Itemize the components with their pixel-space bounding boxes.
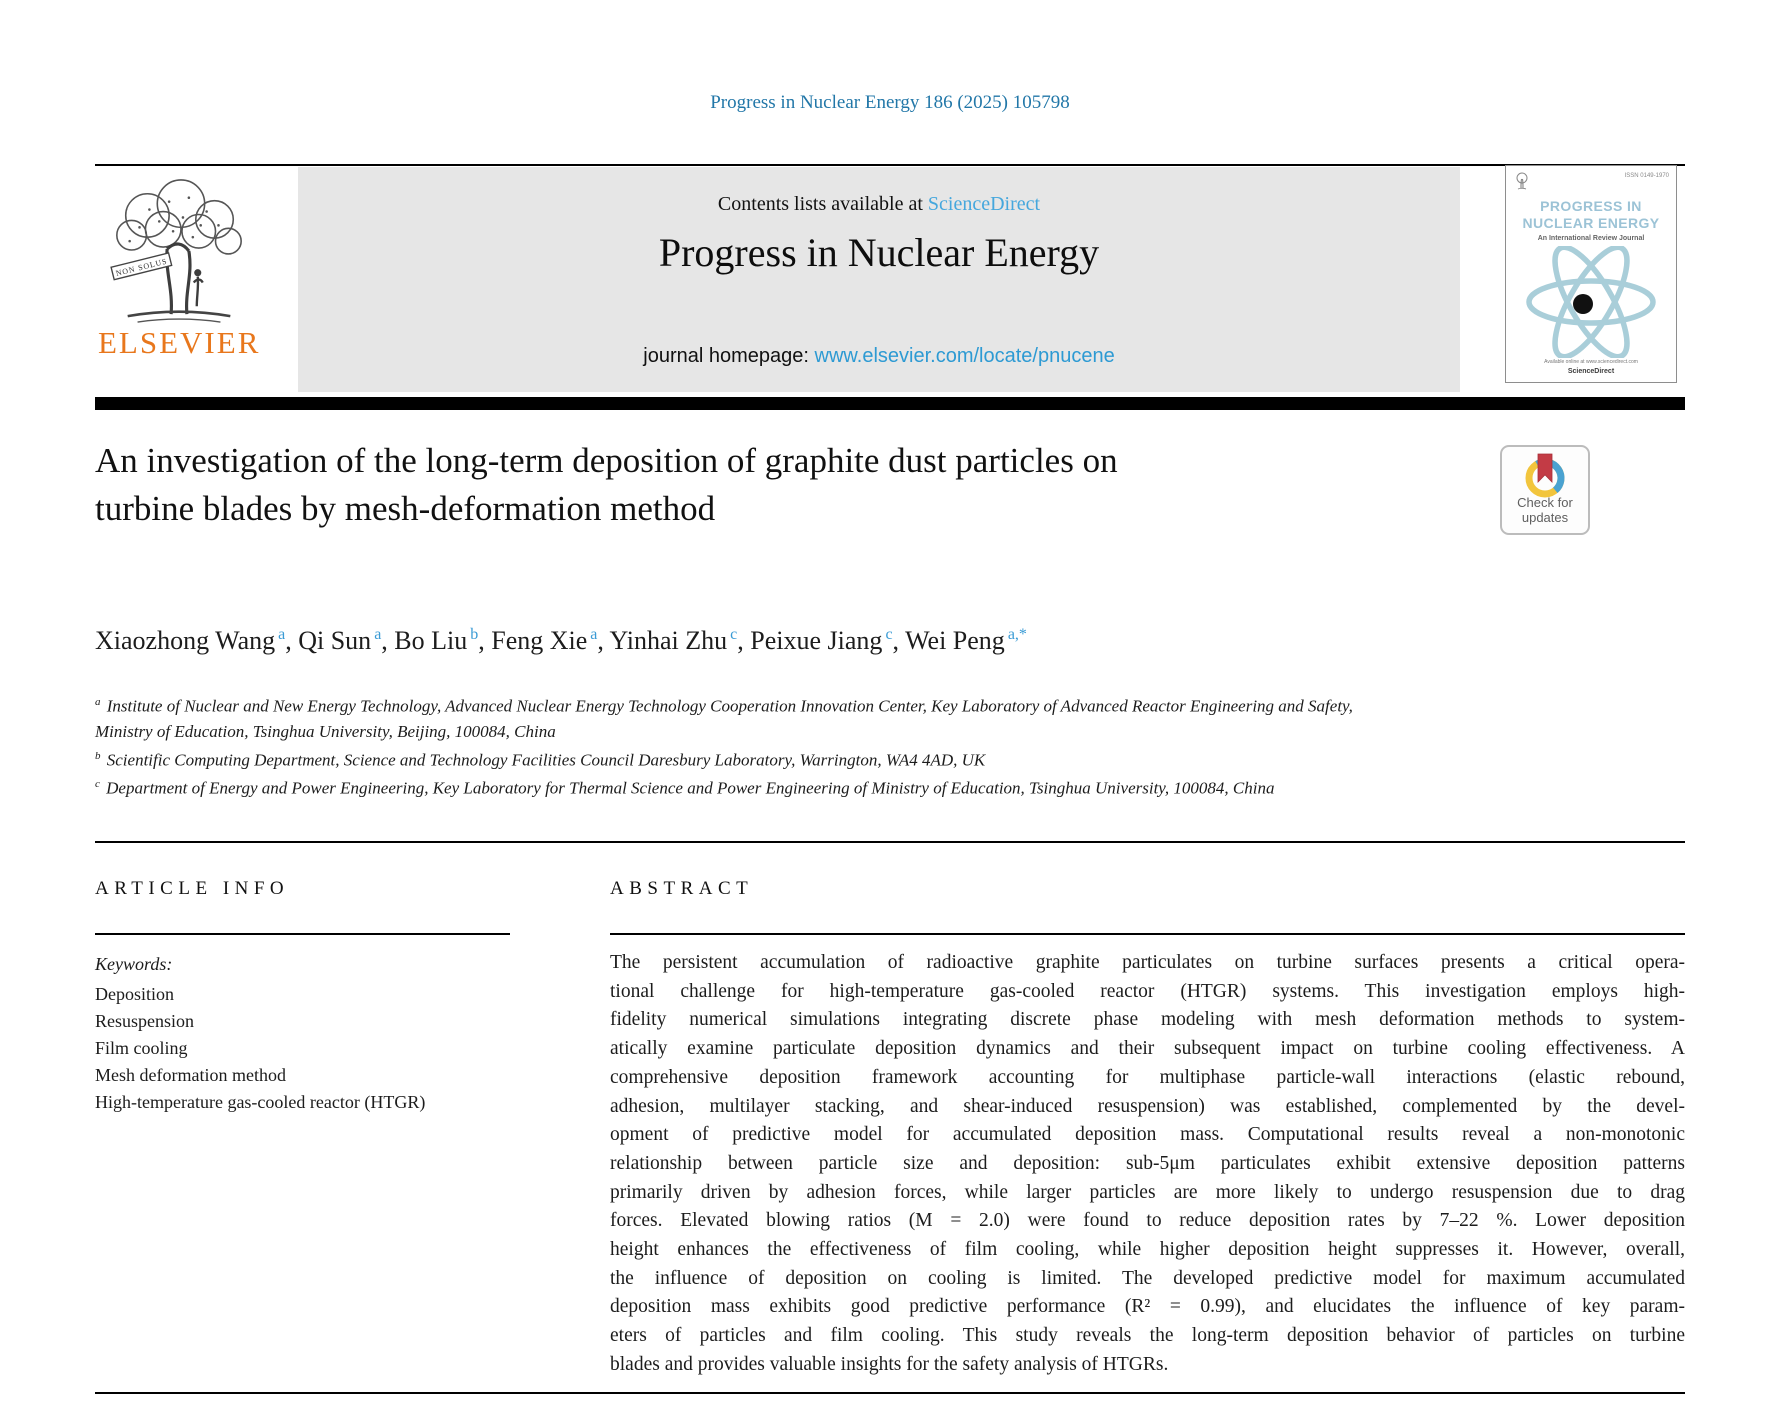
abstract-line: blades and provides valuable insights for the safety analysis of HTGRs. xyxy=(610,1353,1169,1375)
author-separator: , xyxy=(285,626,299,655)
abstract-line: fidelity numerical simulations integrating discrete phase modeling with mesh deformation methods to system- xyxy=(610,1009,1685,1031)
affiliation-sup: a xyxy=(95,696,101,708)
article-info-header: ARTICLE INFO xyxy=(95,878,290,899)
author-affiliation-sup: b xyxy=(470,626,479,644)
elsevier-wordmark: ELSEVIER xyxy=(98,325,261,360)
author-name: Xiaozhong Wang xyxy=(95,626,276,655)
affiliation xyxy=(95,772,1410,801)
non-solus-banner: NON SOLUS xyxy=(114,256,169,278)
affiliation-sup: b xyxy=(95,749,101,762)
author-name: Qi Sun xyxy=(298,626,372,655)
affiliation-text: Scientific Computing Department, Science and Technology Facilities Council Daresbury Laboratory, Warrington, WA4 4AD, UK xyxy=(102,750,986,770)
affiliation-text: Department of Energy and Power Engineering, Key Laboratory for Thermal Science and Power Engineering of Ministry of Education, Tsinghua University, 100084, China xyxy=(101,778,1275,798)
keyword-item: Mesh deformation method xyxy=(95,1065,286,1085)
author-separator: , xyxy=(892,626,906,655)
author-name: Bo Liu xyxy=(394,626,468,655)
abstract-line: primarily driven by adhesion forces, while larger particles are more likely to undergo resuspension due to drag xyxy=(610,1181,1685,1203)
abstract-text xyxy=(610,949,1685,1380)
keyword-item: High-temperature gas-cooled reactor (HTGR) xyxy=(95,1092,426,1112)
keyword-item: Deposition xyxy=(95,984,174,1004)
affiliation xyxy=(95,744,1410,773)
footer-rule xyxy=(95,1392,1685,1394)
cover-subtitle: An International Review Journal xyxy=(1537,235,1645,242)
cover-mini-elsevier-icon xyxy=(1514,172,1530,192)
check-for-updates-badge[interactable] xyxy=(1500,445,1590,535)
author-name: Feng Xie xyxy=(491,626,588,655)
elsevier-logo xyxy=(98,176,261,360)
abstract-line: The persistent accumulation of radioactive graphite particulates on turbine surfaces presents a critical opera- xyxy=(610,952,1685,973)
contents-line xyxy=(298,193,1460,216)
author-separator: , xyxy=(597,626,610,655)
author-affiliation-sup: a xyxy=(590,626,598,644)
author-name: Wei Peng xyxy=(905,626,1005,655)
cover-issn: ISSN 0149-1970 xyxy=(1624,173,1669,179)
abstract-line: height enhances the effectiveness of film cooling, while higher deposition height suppresses it. However, overall, xyxy=(610,1239,1685,1261)
author-name: Yinhai Zhu xyxy=(609,626,728,655)
abstract-line: the influence of deposition on cooling is limited. The developed predictive model for maximum accumulated xyxy=(610,1267,1685,1289)
keywords-label: Keywords: xyxy=(95,954,173,974)
affiliation xyxy=(95,690,1410,744)
author-affiliation-sup: c xyxy=(885,626,893,644)
affiliation-list xyxy=(95,690,1410,801)
abstract-line: comprehensive deposition framework accounting for multiphase particle-wall interactions (elastic rebound, xyxy=(610,1066,1685,1088)
cover-sciencedirect: ScienceDirect xyxy=(1567,368,1615,375)
homepage-label: journal homepage: xyxy=(643,345,809,367)
abstract-line: tional challenge for high-temperature gas-cooled reactor (HTGR) systems. This investigation employs high- xyxy=(610,980,1685,1002)
author-separator: , xyxy=(737,626,751,655)
cover-title: PROGRESS IN NUCLEAR ENERGY xyxy=(1522,198,1660,231)
journal-banner xyxy=(298,167,1460,392)
abstract-line: forces. Elevated blowing ratios (M = 2.0) were found to reduce deposition rates by 7–22 %. Lower deposition xyxy=(610,1210,1685,1232)
sciencedirect-link[interactable]: ScienceDirect xyxy=(927,193,1041,215)
abstract-line: atically examine particulate deposition dynamics and their subsequent impact on turbine cooling effectiveness. A xyxy=(610,1038,1685,1060)
abstract-line: deposition mass exhibits good predictive performance (R² = 0.99), and elucidates the influence of key param- xyxy=(610,1296,1685,1318)
atom-icon xyxy=(1517,246,1665,358)
keyword-item: Resuspension xyxy=(95,1011,194,1031)
elsevier-tree-icon xyxy=(100,176,258,326)
article-info-rule xyxy=(95,933,510,935)
header-top-rule xyxy=(95,164,1685,166)
author-separator: , xyxy=(381,626,395,655)
abstract-line: eters of particles and film cooling. This study reveals the long-term deposition behavior of particles on turbine xyxy=(610,1325,1685,1347)
homepage-url-link[interactable]: www.elsevier.com/locate/pnucene xyxy=(814,345,1115,367)
homepage-line xyxy=(298,345,1460,368)
abstract-header: ABSTRACT xyxy=(610,878,754,899)
keywords-list xyxy=(95,981,515,1116)
journal-title: Progress in Nuclear Energy xyxy=(658,230,1100,275)
check-updates-icon xyxy=(1519,451,1571,501)
header-thick-bar xyxy=(95,397,1685,410)
keyword-item: Film cooling xyxy=(95,1038,188,1058)
abstract-rule xyxy=(610,933,1685,935)
author-name: Peixue Jiang xyxy=(750,626,883,655)
author-separator: , xyxy=(478,626,492,655)
affiliation-sup: c xyxy=(95,778,100,791)
abstract-line: opment of predictive model for accumulated deposition mass. Computational results reveal a non-monotonic xyxy=(610,1124,1685,1146)
abstract-line: adhesion, multilayer stacking, and shear-induced resuspension) was established, complemented by the devel- xyxy=(610,1095,1685,1117)
author-affiliation-sup: c xyxy=(730,626,738,644)
author-affiliation-sup: a xyxy=(278,626,286,644)
cover-availability: Available online at www.sciencedirect.com xyxy=(1544,359,1638,365)
journal-citation-link[interactable]: Progress in Nuclear Energy 186 (2025) 105798 xyxy=(710,92,1070,113)
affiliation-text: Institute of Nuclear and New Energy Technology, Advanced Nuclear Energy Technology Cooperation Innovation Center, Key Laboratory of Advanced Reactor Engineering and Safety, Ministry of Education, Tsinghua University, Beijing, 100084, China xyxy=(95,696,1353,741)
journal-cover-thumbnail[interactable] xyxy=(1505,165,1677,383)
abstract-line: relationship between particle size and deposition: sub-5μm particulates exhibit extensive deposition patterns xyxy=(610,1152,1685,1174)
check-updates-label: Check for updates xyxy=(1517,495,1573,525)
author-list xyxy=(95,626,1595,656)
article-title: An investigation of the long-term deposition of graphite dust particles on turbine blades by mesh-deformation method xyxy=(95,441,1118,528)
contents-text: Contents lists available at xyxy=(717,193,923,215)
author-affiliation-sup: a,* xyxy=(1007,626,1027,644)
author-affiliation-sup: a xyxy=(374,626,382,644)
section-divider-rule xyxy=(95,841,1685,843)
